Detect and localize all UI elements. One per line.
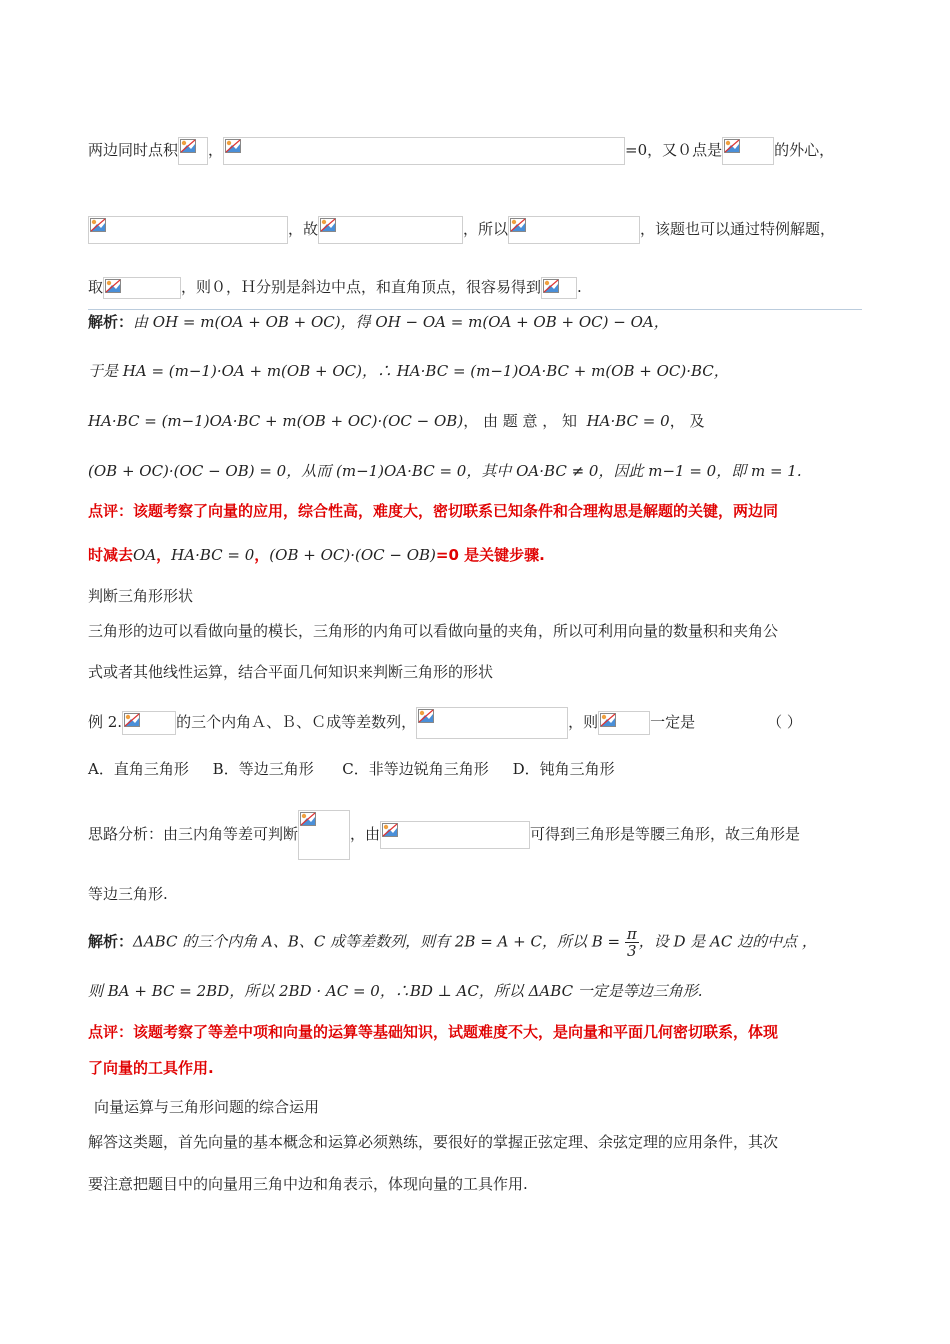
analysis-1-line-2	[88, 360, 729, 382]
formula-image-placeholder	[508, 216, 640, 244]
analysis-1-line-1	[88, 311, 669, 333]
formula-image-placeholder	[722, 137, 774, 165]
text: 等边三角形.	[88, 885, 168, 903]
math-text: HA·BC = 0	[171, 546, 255, 564]
broken-image-icon	[90, 218, 106, 232]
formula-image-placeholder	[380, 821, 530, 849]
analysis-label: 解析：	[88, 932, 134, 951]
math-text: HA·BC = (m−1)OA·BC + m(OB + OC)·(OC − OB)	[88, 412, 464, 430]
formula-image-placeholder	[598, 711, 650, 735]
text: 两边同时点积	[88, 141, 179, 159]
text: 判断三角形形状	[88, 587, 194, 605]
text: A．直角三角形 B．等边三角形 C．非等边锐角三角形 D．钝角三角形	[88, 760, 615, 778]
paragraph-1-line-2	[88, 661, 493, 683]
formula-image-placeholder	[416, 707, 568, 739]
text: 例 2.	[88, 713, 123, 731]
formula-image-placeholder	[122, 711, 176, 735]
text: 的外心，	[774, 141, 835, 159]
text: 一定是	[650, 713, 696, 731]
math-text: (OB + OC)·(OC − OB) = 0，从而 (m−1)OA·BC = 0，其中 OA·BC ≠ 0，因此 m−1 = 0，即 m = 1.	[88, 462, 802, 480]
text: ，故	[288, 220, 319, 238]
math-text: HA·BC = 0	[586, 412, 670, 430]
text: .	[577, 278, 582, 296]
text: 点评：该题考察了向量的应用，综合性高，难度大，密切联系已知条件和合理构思是解题的关键，两边同	[88, 502, 779, 520]
math-text: 于是 HA = (m−1)·OA + m(OB + OC)，∴ HA·BC = (m−1)OA·BC + m(OB + OC)·BC，	[88, 362, 729, 380]
math-text: ，设 D 是 AC 边的中点 ，	[638, 932, 817, 951]
section-heading-1	[88, 585, 193, 607]
paragraph-2-line-1	[88, 1131, 778, 1153]
text: 点评：该题考察了等差中项和向量的运算等基础知识，试题难度不大，是向量和平面几何密切联系，体现	[88, 1023, 779, 1041]
comment-1-line-2	[88, 544, 545, 566]
text: 要注意把题目中的向量用三角中边和角表示，体现向量的工具作用.	[88, 1175, 528, 1193]
text: 向量运算与三角形问题的综合运用	[94, 1098, 320, 1116]
text: ，	[208, 141, 224, 159]
comment-2-line-1	[88, 1021, 778, 1043]
text: 三角形的边可以看做向量的模长，三角形的内角可以看做向量的夹角，所以可利用向量的数量积和夹角公	[88, 622, 779, 640]
text: =0 是关键步骤.	[435, 546, 545, 564]
fraction-numerator: π	[626, 925, 637, 943]
broken-image-icon	[225, 139, 241, 153]
text: 了向量的工具作用.	[88, 1059, 214, 1077]
math-text: OA	[133, 546, 157, 564]
section-heading-2	[94, 1096, 319, 1118]
formula-image-placeholder	[298, 810, 350, 860]
math-text: (OB + OC)·(OC − OB)	[269, 546, 436, 564]
broken-image-icon	[320, 218, 336, 232]
formula-image-placeholder	[178, 137, 208, 165]
analysis-1-line-4	[88, 460, 802, 482]
broken-image-icon	[510, 218, 526, 232]
paragraph-1-line-1	[88, 620, 778, 642]
broken-image-icon	[105, 279, 121, 293]
line-2	[88, 216, 835, 244]
example-2	[88, 707, 802, 739]
fraction-denominator: 3	[627, 942, 637, 960]
fraction	[625, 926, 639, 959]
comment-2-line-2	[88, 1057, 214, 1079]
analysis-1-line-3	[88, 410, 704, 432]
text: 时减去	[88, 546, 134, 564]
text: =0，又０点是	[625, 141, 723, 159]
broken-image-icon	[724, 139, 740, 153]
text: 解答这类题，首先向量的基本概念和运算必须熟练，要很好的掌握正弦定理、余弦定理的应用条件，其次	[88, 1133, 779, 1151]
text: ，	[254, 546, 270, 564]
text: ，则	[568, 713, 599, 731]
text: 思路分析：由三内角等差可判断	[88, 825, 299, 843]
text: 取	[88, 278, 104, 296]
broken-image-icon	[300, 812, 316, 826]
text: ， 由 题 意 ， 知	[463, 412, 578, 430]
line-3	[88, 276, 582, 299]
formula-image-placeholder	[103, 277, 181, 299]
text: ，	[156, 546, 172, 564]
analysis-label: 解析：	[88, 313, 134, 331]
formula-image-placeholder	[318, 216, 463, 244]
comment-1-line-1	[88, 500, 778, 522]
text: ，该题也可以通过特例解题，	[640, 220, 836, 238]
thinking-analysis-line-2	[88, 883, 168, 905]
answer-bracket: （ ）	[767, 713, 802, 731]
text: ，所以	[463, 220, 509, 238]
formula-image-placeholder	[88, 216, 288, 244]
math-text: 由 OH = m(OA + OB + OC)，得 OH − OA = m(OA + OB + OC) − OA，	[133, 313, 669, 331]
text: ，由	[350, 825, 381, 843]
broken-image-icon	[180, 139, 196, 153]
broken-image-icon	[382, 823, 398, 837]
formula-image-placeholder	[223, 137, 625, 165]
analysis-2-line-1	[88, 926, 817, 959]
divider	[88, 309, 862, 310]
broken-image-icon	[418, 709, 434, 723]
math-text: 则 BA + BC = 2BD，所以 2BD · AC = 0，∴BD ⊥ AC，所以 ΔABC 一定是等边三角形.	[88, 982, 703, 1000]
analysis-2-line-2	[88, 980, 703, 1002]
thinking-analysis	[88, 810, 800, 860]
math-text: ΔABC 的三个内角 A、B、C 成等差数列，则有 2B = A + C，所以 B =	[133, 932, 621, 951]
paragraph-2-line-2	[88, 1173, 528, 1195]
broken-image-icon	[600, 713, 616, 727]
broken-image-icon	[124, 713, 140, 727]
text: 式或者其他线性运算，结合平面几何知识来判断三角形的形状	[88, 663, 494, 681]
text: ，则０，Ｈ分别是斜边中点，和直角顶点，很容易得到	[181, 278, 542, 296]
text: 的三个内角Ａ、Ｂ、Ｃ成等差数列，	[176, 713, 417, 731]
options	[88, 758, 615, 780]
text: ， 及	[669, 412, 705, 430]
formula-image-placeholder	[541, 277, 577, 299]
text: 可得到三角形是等腰三角形，故三角形是	[530, 825, 801, 843]
line-1	[88, 137, 834, 165]
broken-image-icon	[543, 279, 559, 293]
